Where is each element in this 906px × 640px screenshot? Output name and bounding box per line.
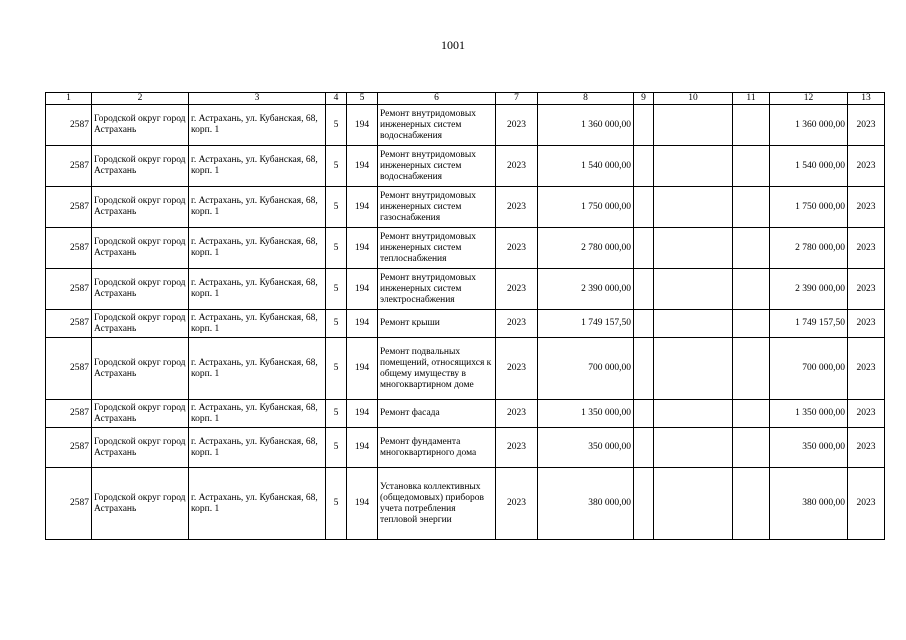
row-number-cell: 2587 bbox=[46, 228, 92, 269]
table-row bbox=[46, 468, 885, 540]
work-type-cell: Ремонт крыши bbox=[378, 310, 496, 338]
col9-cell bbox=[634, 146, 654, 187]
cost-cell: 700 000,00 bbox=[538, 338, 634, 400]
cost-cell: 350 000,00 bbox=[538, 428, 634, 468]
table-row bbox=[46, 228, 885, 269]
col11-cell bbox=[733, 338, 770, 400]
column-header: 13 bbox=[848, 93, 885, 105]
work-type-cell: Ремонт подвальных помещений, относящихся к общему имуществу в многоквартирном доме bbox=[378, 338, 496, 400]
column-header: 11 bbox=[733, 93, 770, 105]
completion-year-cell: 2023 bbox=[848, 269, 885, 310]
col10-cell bbox=[654, 338, 733, 400]
col10-cell bbox=[654, 400, 733, 428]
column-header: 4 bbox=[326, 93, 347, 105]
municipality-cell: Городской округ город Астрахань bbox=[92, 310, 189, 338]
code-cell: 194 bbox=[347, 187, 378, 228]
floors-cell: 5 bbox=[326, 105, 347, 146]
col10-cell bbox=[654, 146, 733, 187]
cost-cell: 1 540 000,00 bbox=[538, 146, 634, 187]
col9-cell bbox=[634, 105, 654, 146]
col9-cell bbox=[634, 187, 654, 228]
code-cell: 194 bbox=[347, 310, 378, 338]
municipality-cell: Городской округ город Астрахань bbox=[92, 338, 189, 400]
col11-cell bbox=[733, 310, 770, 338]
completion-year-cell: 2023 bbox=[848, 468, 885, 540]
row-number-cell: 2587 bbox=[46, 146, 92, 187]
col9-cell bbox=[634, 468, 654, 540]
header-row bbox=[46, 93, 885, 105]
address-cell: г. Астрахань, ул. Кубанская, 68, корп. 1 bbox=[189, 187, 326, 228]
col10-cell bbox=[654, 228, 733, 269]
municipality-cell: Городской округ город Астрахань bbox=[92, 146, 189, 187]
total-cost-cell: 1 360 000,00 bbox=[770, 105, 848, 146]
total-cost-cell: 700 000,00 bbox=[770, 338, 848, 400]
work-type-cell: Ремонт внутридомовых инженерных систем водоснабжения bbox=[378, 146, 496, 187]
year-cell: 2023 bbox=[496, 310, 538, 338]
page-number: 1001 bbox=[441, 38, 465, 52]
year-cell: 2023 bbox=[496, 146, 538, 187]
col11-cell bbox=[733, 269, 770, 310]
year-cell: 2023 bbox=[496, 468, 538, 540]
total-cost-cell: 2 780 000,00 bbox=[770, 228, 848, 269]
total-cost-cell: 1 350 000,00 bbox=[770, 400, 848, 428]
col9-cell bbox=[634, 269, 654, 310]
municipality-cell: Городской округ город Астрахань bbox=[92, 400, 189, 428]
table-body bbox=[46, 105, 885, 540]
col10-cell bbox=[654, 428, 733, 468]
total-cost-cell: 380 000,00 bbox=[770, 468, 848, 540]
code-cell: 194 bbox=[347, 105, 378, 146]
completion-year-cell: 2023 bbox=[848, 428, 885, 468]
col11-cell bbox=[733, 187, 770, 228]
column-header: 1 bbox=[46, 93, 92, 105]
address-cell: г. Астрахань, ул. Кубанская, 68, корп. 1 bbox=[189, 468, 326, 540]
cost-cell: 1 749 157,50 bbox=[538, 310, 634, 338]
table-row bbox=[46, 400, 885, 428]
col9-cell bbox=[634, 228, 654, 269]
row-number-cell: 2587 bbox=[46, 428, 92, 468]
floors-cell: 5 bbox=[326, 269, 347, 310]
col10-cell bbox=[654, 269, 733, 310]
completion-year-cell: 2023 bbox=[848, 400, 885, 428]
cost-cell: 2 780 000,00 bbox=[538, 228, 634, 269]
row-number-cell: 2587 bbox=[46, 400, 92, 428]
total-cost-cell: 2 390 000,00 bbox=[770, 269, 848, 310]
total-cost-cell: 350 000,00 bbox=[770, 428, 848, 468]
cost-cell: 1 360 000,00 bbox=[538, 105, 634, 146]
table-row bbox=[46, 187, 885, 228]
col11-cell bbox=[733, 228, 770, 269]
col10-cell bbox=[654, 310, 733, 338]
col11-cell bbox=[733, 105, 770, 146]
address-cell: г. Астрахань, ул. Кубанская, 68, корп. 1 bbox=[189, 310, 326, 338]
code-cell: 194 bbox=[347, 428, 378, 468]
col9-cell bbox=[634, 400, 654, 428]
year-cell: 2023 bbox=[496, 269, 538, 310]
table-row bbox=[46, 105, 885, 146]
code-cell: 194 bbox=[347, 146, 378, 187]
year-cell: 2023 bbox=[496, 428, 538, 468]
municipality-cell: Городской округ город Астрахань bbox=[92, 468, 189, 540]
col11-cell bbox=[733, 146, 770, 187]
work-type-cell: Ремонт внутридомовых инженерных систем газоснабжения bbox=[378, 187, 496, 228]
municipality-cell: Городской округ город Астрахань bbox=[92, 105, 189, 146]
cost-cell: 2 390 000,00 bbox=[538, 269, 634, 310]
col11-cell bbox=[733, 400, 770, 428]
column-header: 8 bbox=[538, 93, 634, 105]
year-cell: 2023 bbox=[496, 187, 538, 228]
municipality-cell: Городской округ город Астрахань bbox=[92, 187, 189, 228]
column-header: 9 bbox=[634, 93, 654, 105]
row-number-cell: 2587 bbox=[46, 310, 92, 338]
year-cell: 2023 bbox=[496, 228, 538, 269]
table-row bbox=[46, 146, 885, 187]
address-cell: г. Астрахань, ул. Кубанская, 68, корп. 1 bbox=[189, 338, 326, 400]
municipality-cell: Городской округ город Астрахань bbox=[92, 269, 189, 310]
address-cell: г. Астрахань, ул. Кубанская, 68, корп. 1 bbox=[189, 400, 326, 428]
year-cell: 2023 bbox=[496, 400, 538, 428]
column-header: 12 bbox=[770, 93, 848, 105]
column-header: 3 bbox=[189, 93, 326, 105]
address-cell: г. Астрахань, ул. Кубанская, 68, корп. 1 bbox=[189, 228, 326, 269]
year-cell: 2023 bbox=[496, 338, 538, 400]
col9-cell bbox=[634, 338, 654, 400]
col10-cell bbox=[654, 468, 733, 540]
table-row bbox=[46, 428, 885, 468]
table-row bbox=[46, 269, 885, 310]
address-cell: г. Астрахань, ул. Кубанская, 68, корп. 1 bbox=[189, 428, 326, 468]
column-header: 2 bbox=[92, 93, 189, 105]
floors-cell: 5 bbox=[326, 428, 347, 468]
floors-cell: 5 bbox=[326, 228, 347, 269]
column-header: 6 bbox=[378, 93, 496, 105]
work-type-cell: Ремонт внутридомовых инженерных систем водоснабжения bbox=[378, 105, 496, 146]
column-header: 10 bbox=[654, 93, 733, 105]
code-cell: 194 bbox=[347, 269, 378, 310]
code-cell: 194 bbox=[347, 400, 378, 428]
municipality-cell: Городской округ город Астрахань bbox=[92, 428, 189, 468]
completion-year-cell: 2023 bbox=[848, 146, 885, 187]
completion-year-cell: 2023 bbox=[848, 187, 885, 228]
col11-cell bbox=[733, 468, 770, 540]
col11-cell bbox=[733, 428, 770, 468]
row-number-cell: 2587 bbox=[46, 468, 92, 540]
floors-cell: 5 bbox=[326, 400, 347, 428]
registry-table bbox=[45, 92, 885, 540]
col10-cell bbox=[654, 105, 733, 146]
column-header: 5 bbox=[347, 93, 378, 105]
col10-cell bbox=[654, 187, 733, 228]
year-cell: 2023 bbox=[496, 105, 538, 146]
total-cost-cell: 1 540 000,00 bbox=[770, 146, 848, 187]
address-cell: г. Астрахань, ул. Кубанская, 68, корп. 1 bbox=[189, 105, 326, 146]
work-type-cell: Ремонт фасада bbox=[378, 400, 496, 428]
completion-year-cell: 2023 bbox=[848, 338, 885, 400]
col9-cell bbox=[634, 428, 654, 468]
floors-cell: 5 bbox=[326, 146, 347, 187]
municipality-cell: Городской округ город Астрахань bbox=[92, 228, 189, 269]
address-cell: г. Астрахань, ул. Кубанская, 68, корп. 1 bbox=[189, 146, 326, 187]
row-number-cell: 2587 bbox=[46, 187, 92, 228]
floors-cell: 5 bbox=[326, 338, 347, 400]
total-cost-cell: 1 750 000,00 bbox=[770, 187, 848, 228]
completion-year-cell: 2023 bbox=[848, 228, 885, 269]
address-cell: г. Астрахань, ул. Кубанская, 68, корп. 1 bbox=[189, 269, 326, 310]
work-type-cell: Ремонт внутридомовых инженерных систем теплоснабжения bbox=[378, 228, 496, 269]
column-header: 7 bbox=[496, 93, 538, 105]
row-number-cell: 2587 bbox=[46, 338, 92, 400]
floors-cell: 5 bbox=[326, 310, 347, 338]
floors-cell: 5 bbox=[326, 468, 347, 540]
total-cost-cell: 1 749 157,50 bbox=[770, 310, 848, 338]
cost-cell: 1 750 000,00 bbox=[538, 187, 634, 228]
row-number-cell: 2587 bbox=[46, 269, 92, 310]
work-type-cell: Установка коллективных (общедомовых) приборов учета потребления тепловой энергии bbox=[378, 468, 496, 540]
col9-cell bbox=[634, 310, 654, 338]
completion-year-cell: 2023 bbox=[848, 310, 885, 338]
table-row bbox=[46, 338, 885, 400]
code-cell: 194 bbox=[347, 228, 378, 269]
cost-cell: 380 000,00 bbox=[538, 468, 634, 540]
row-number-cell: 2587 bbox=[46, 105, 92, 146]
table-row bbox=[46, 310, 885, 338]
completion-year-cell: 2023 bbox=[848, 105, 885, 146]
code-cell: 194 bbox=[347, 468, 378, 540]
cost-cell: 1 350 000,00 bbox=[538, 400, 634, 428]
work-type-cell: Ремонт внутридомовых инженерных систем электроснабжения bbox=[378, 269, 496, 310]
work-type-cell: Ремонт фундамента многоквартирного дома bbox=[378, 428, 496, 468]
floors-cell: 5 bbox=[326, 187, 347, 228]
code-cell: 194 bbox=[347, 338, 378, 400]
